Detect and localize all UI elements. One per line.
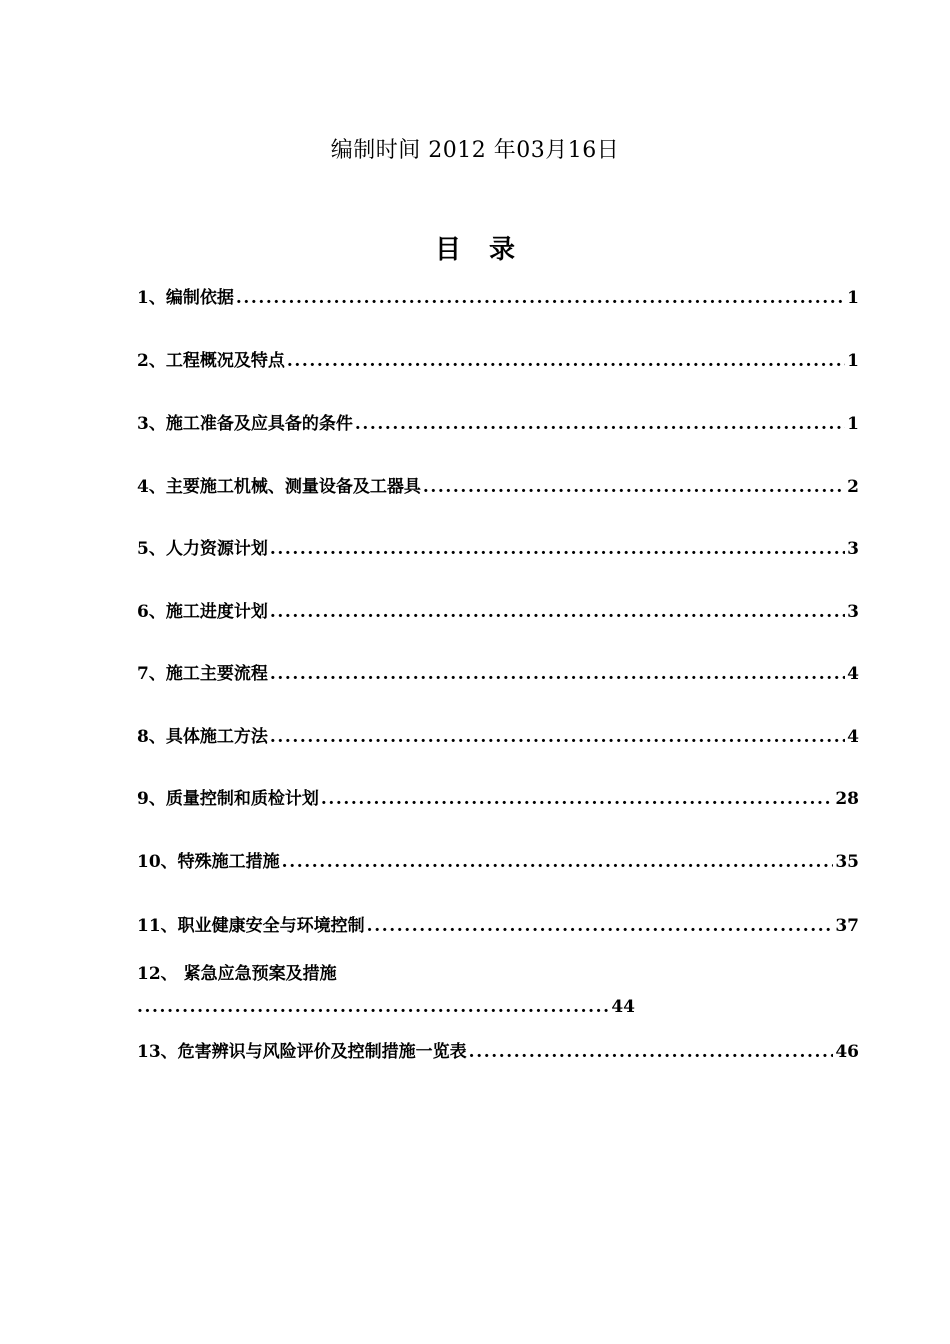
toc-entry-label: 施工准备及应具备的条件 xyxy=(165,414,353,434)
toc-leader-dots xyxy=(270,660,845,688)
toc-title: 目录 xyxy=(434,235,543,265)
toc-entry-page: 3 xyxy=(847,602,859,622)
toc-entry-7[interactable] xyxy=(137,660,859,688)
toc-entry-number: 2、 xyxy=(137,351,166,371)
toc-leader-dots xyxy=(287,347,845,375)
toc-entry-page: 35 xyxy=(835,852,859,872)
toc-leader-dots xyxy=(282,848,834,876)
toc-entry-label: 工程概况及特点 xyxy=(165,351,285,371)
toc-leader-dots xyxy=(469,1038,834,1066)
toc-entry-page: 4 xyxy=(847,664,859,684)
toc-entry-page: 1 xyxy=(847,414,859,434)
toc-entry-9[interactable] xyxy=(137,785,859,813)
toc-entry-8[interactable] xyxy=(137,723,859,751)
toc-entry-label: 主要施工机械、测量设备及工器具 xyxy=(165,477,421,497)
toc-leader-dots xyxy=(423,473,845,501)
toc-entry-3[interactable] xyxy=(137,410,859,438)
toc-entry-number: 3、 xyxy=(137,414,166,434)
toc-entry-number: 13、 xyxy=(137,1042,178,1062)
toc-entry-number: 6、 xyxy=(137,602,166,622)
toc-leader-dots xyxy=(137,993,609,1021)
compile-date: 编制时间 2012 年03月16日 xyxy=(330,138,620,163)
toc-entry-2[interactable] xyxy=(137,347,859,375)
toc-entry-number: 11、 xyxy=(137,916,178,936)
toc-entry-10[interactable] xyxy=(137,848,859,876)
toc-entry-label: 施工主要流程 xyxy=(165,664,268,684)
toc-entry-label: 质量控制和质检计划 xyxy=(165,789,319,809)
toc-leader-dots xyxy=(367,912,834,940)
toc-entry-label: 人力资源计划 xyxy=(165,539,268,559)
toc-entry-label: 危害辨识与风险评价及控制措施一览表 xyxy=(177,1042,467,1062)
toc-entry-number: 7、 xyxy=(137,664,166,684)
toc-entry-page: 2 xyxy=(847,477,859,497)
toc-entry-number: 9、 xyxy=(137,789,166,809)
toc-entry-label: 编制依据 xyxy=(165,288,234,308)
toc-entry-6[interactable] xyxy=(137,598,859,626)
toc-leader-dots xyxy=(270,535,845,563)
toc-leader-dots xyxy=(270,598,845,626)
toc-entry-page: 3 xyxy=(847,539,859,559)
toc-entry-4[interactable] xyxy=(137,473,859,501)
toc-entry-number: 10、 xyxy=(137,852,178,872)
toc-leader-dots xyxy=(355,410,845,438)
toc-entry-12-heading[interactable] xyxy=(137,960,337,988)
toc-leader-dots xyxy=(236,284,845,312)
toc-entry-13[interactable] xyxy=(137,1038,859,1066)
toc-entry-page: 4 xyxy=(847,727,859,747)
toc-entry-number: 4、 xyxy=(137,477,166,497)
toc-leader-dots xyxy=(321,785,833,813)
toc-entry-1[interactable] xyxy=(137,284,859,312)
toc-entry-page: 28 xyxy=(835,789,859,809)
toc-entry-label: 施工进度计划 xyxy=(165,602,268,622)
toc-entry-label: 紧急应急预案及措施 xyxy=(177,964,337,984)
toc-entry-11[interactable] xyxy=(137,912,859,940)
toc-entry-number: 5、 xyxy=(137,539,166,559)
toc-entry-number: 12、 xyxy=(137,964,178,984)
toc-entry-number: 8、 xyxy=(137,727,166,747)
toc-entry-number: 1、 xyxy=(137,288,166,308)
toc-entry-12-leader[interactable] xyxy=(137,993,635,1021)
toc-entry-5[interactable] xyxy=(137,535,859,563)
toc-entry-page: 1 xyxy=(847,288,859,308)
toc-entry-page: 37 xyxy=(835,916,859,936)
toc-entry-page: 1 xyxy=(847,351,859,371)
toc-entry-page: 44 xyxy=(611,997,635,1017)
toc-entry-label: 具体施工方法 xyxy=(165,727,268,747)
toc-leader-dots xyxy=(270,723,845,751)
toc-entry-label: 职业健康安全与环境控制 xyxy=(177,916,365,936)
toc-entry-page: 46 xyxy=(835,1042,859,1062)
toc-entry-label: 特殊施工措施 xyxy=(177,852,280,872)
